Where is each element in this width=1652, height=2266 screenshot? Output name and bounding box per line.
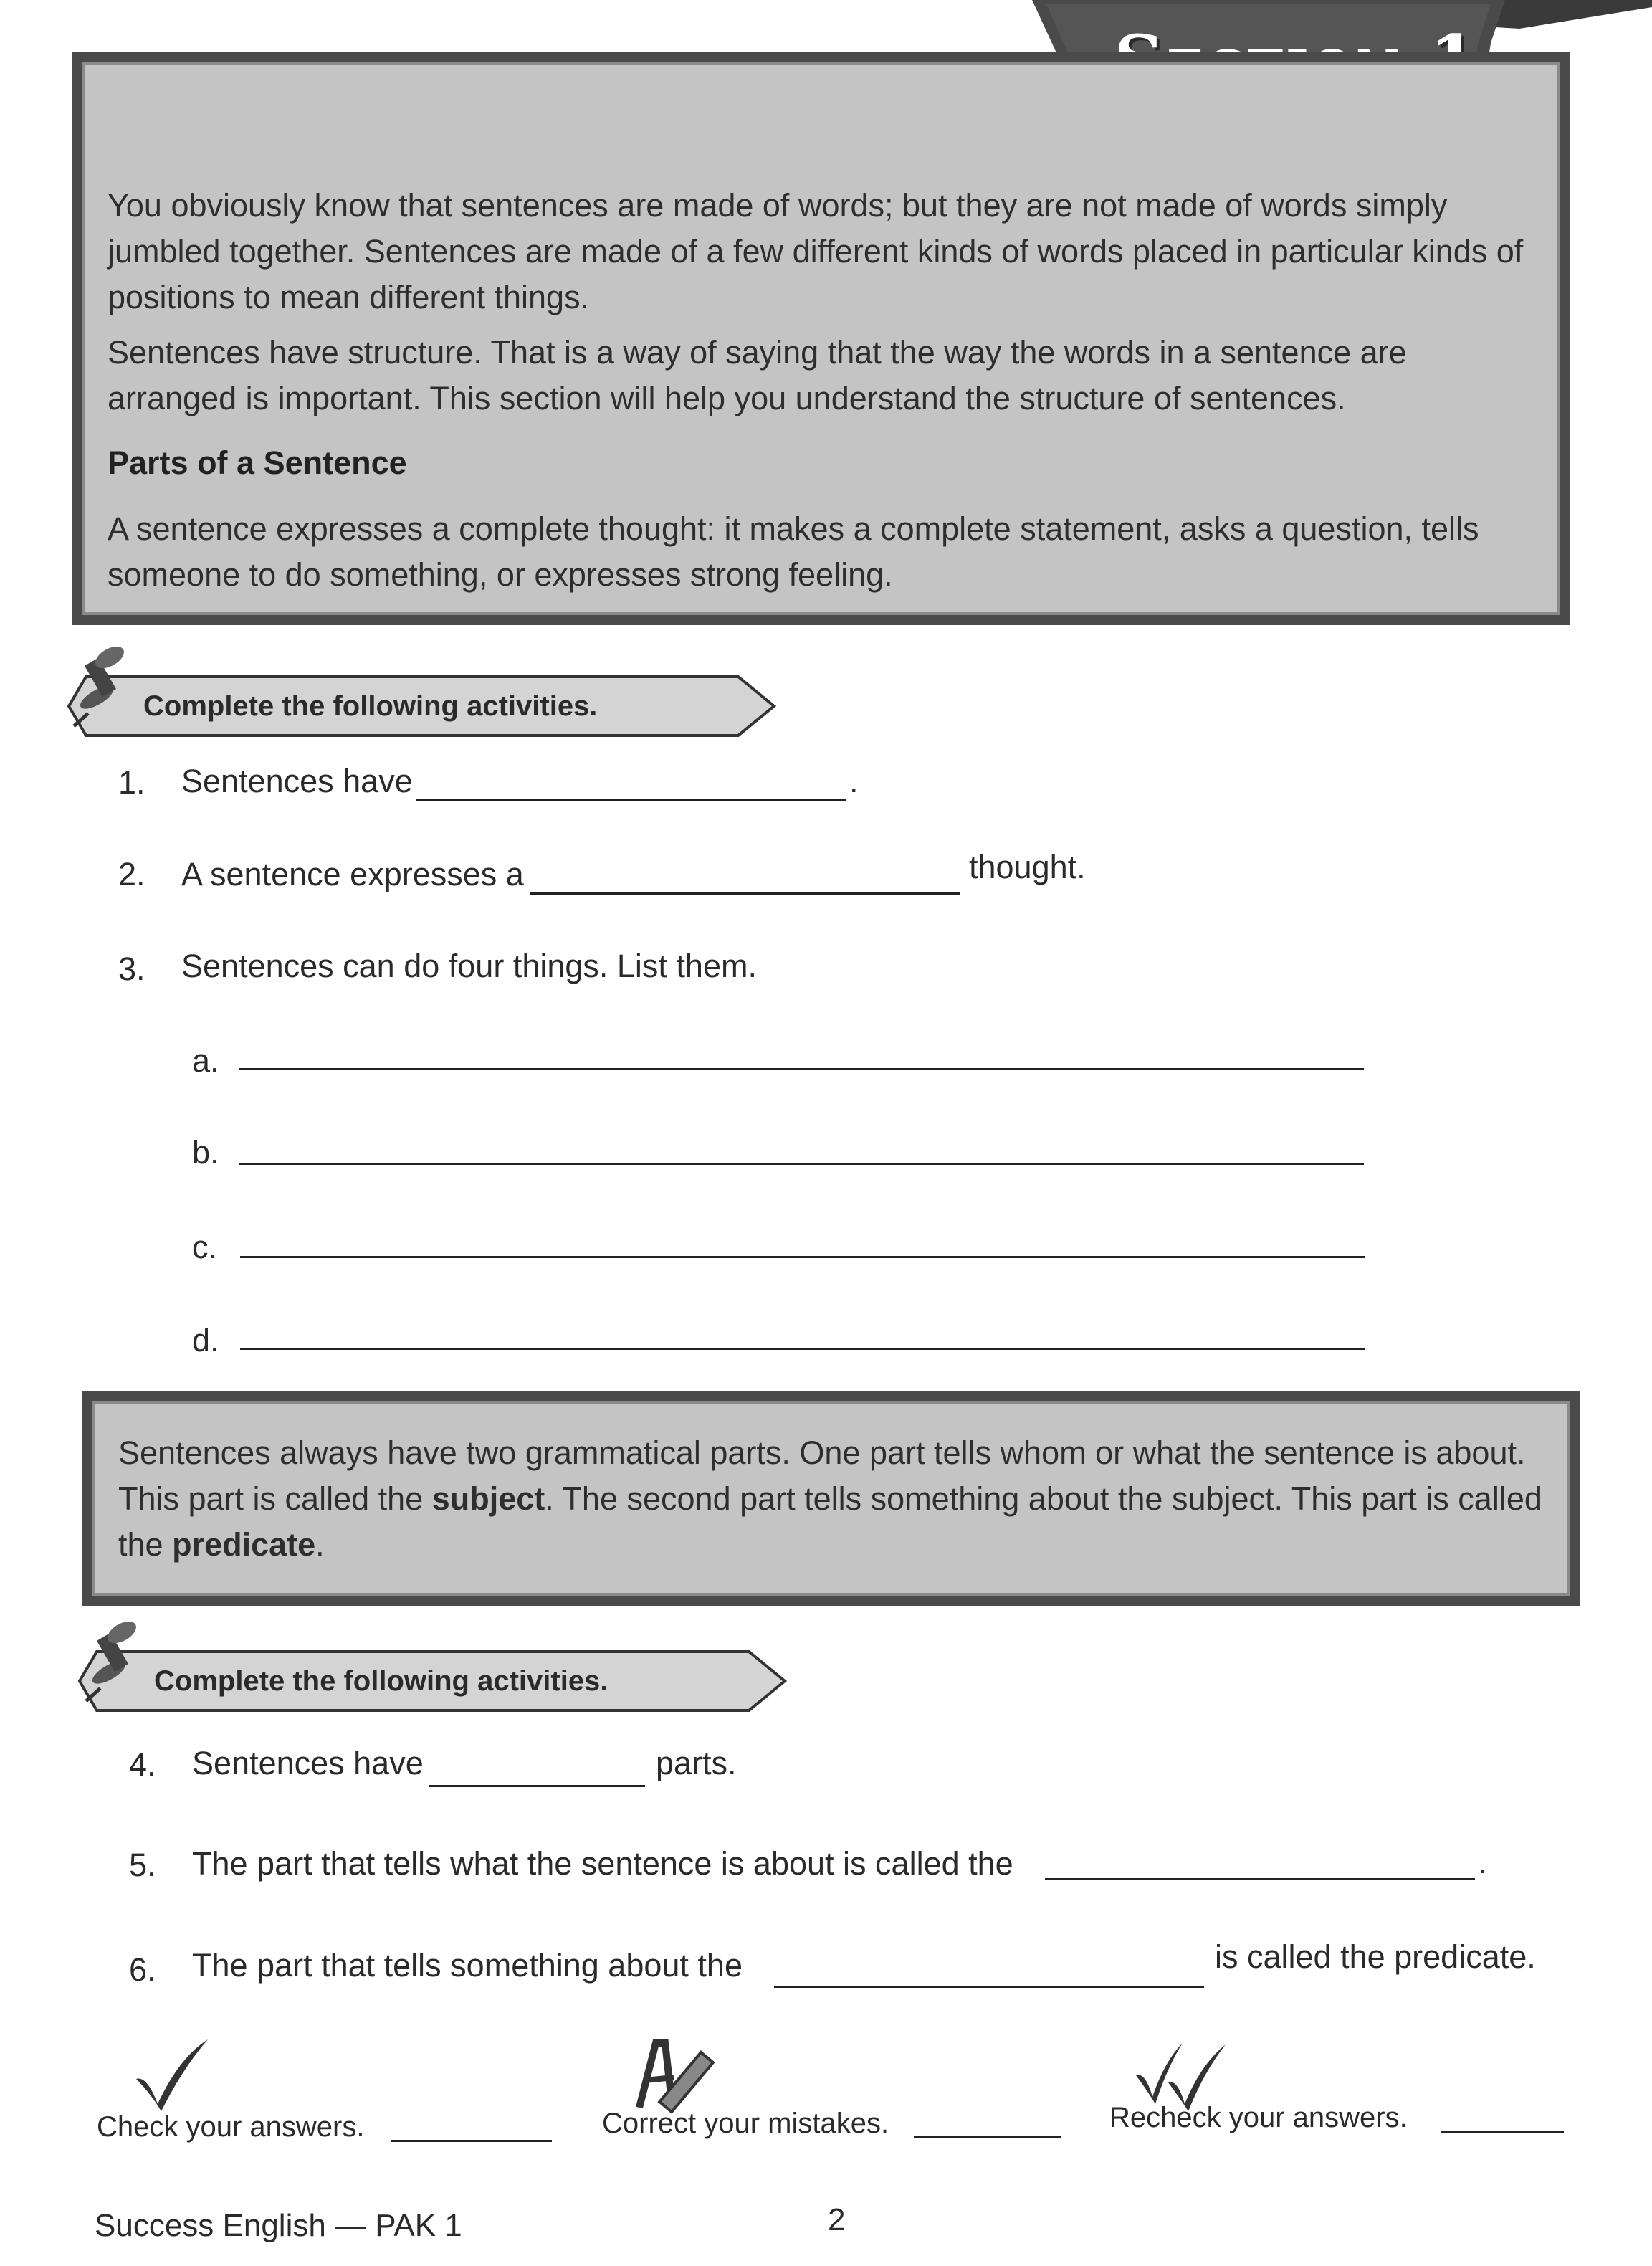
answer-blank[interactable]	[240, 1348, 1365, 1350]
question-text-after: .	[849, 763, 859, 799]
question-text: Sentences have	[192, 1745, 424, 1781]
page-number: 2	[828, 2202, 846, 2237]
intro-paragraph: Sentences have structure. That is a way of saying that the way the words in a sentence are arranged is important. This section will help you understand the structure of sentences.	[108, 334, 1407, 416]
question-number: 6.	[129, 1951, 156, 1988]
correction-icon	[631, 2036, 738, 2115]
predicate-term: predicate	[172, 1526, 316, 1563]
subject-term: subject	[431, 1480, 545, 1517]
answer-blank[interactable]	[416, 799, 846, 801]
answer-blank[interactable]	[240, 1256, 1365, 1258]
question-number: 2.	[118, 856, 145, 892]
question-number: 3.	[118, 951, 145, 987]
answer-blank[interactable]	[774, 1986, 1204, 1988]
answer-blank[interactable]	[239, 1163, 1364, 1165]
question-text-after: thought.	[969, 849, 1086, 885]
answer-blank[interactable]	[239, 1068, 1364, 1070]
question-text-after: parts.	[656, 1745, 737, 1781]
footer-book-title: Success English — PAK 1	[95, 2208, 462, 2243]
check-answers-label: Check your answers.	[97, 2111, 365, 2143]
question-text-after: is called the predicate.	[1215, 1938, 1536, 1975]
answer-blank[interactable]	[429, 1785, 645, 1787]
correct-mistakes-label: Correct your mistakes.	[602, 2108, 889, 2139]
intro-paragraph: You obviously know that sentences are made of words; but they are not made of words simply jumbled together. Sentences are made of a few different kinds of words placed in particular kinds of positions to mean different things.	[108, 187, 1524, 315]
intro-heading: Parts of a Sentence	[108, 444, 407, 481]
list-letter: a.	[192, 1042, 219, 1079]
recheck-answers-label: Recheck your answers.	[1109, 2102, 1408, 2133]
list-letter: c.	[192, 1229, 218, 1265]
pushpin-icon	[68, 642, 133, 728]
question-text: Sentences have	[181, 763, 413, 799]
checkmark-icon	[129, 2036, 215, 2115]
question-text: The part that tells something about the	[192, 1947, 743, 1984]
grammar-paragraph: Sentences always have two grammatical parts. One part tells whom or what the sentence is about. This part is called the subject. The second part tells something about the subject. This part is called the predicate.	[118, 1434, 1542, 1563]
initials-blank[interactable]	[391, 2140, 552, 2142]
initials-blank[interactable]	[914, 2136, 1061, 2138]
question-number: 1.	[118, 764, 145, 801]
question-number: 5.	[129, 1847, 156, 1883]
question-text: A sentence expresses a	[181, 856, 524, 892]
initials-blank[interactable]	[1441, 2131, 1564, 2133]
question-text-after: .	[1478, 1844, 1487, 1880]
activity-banner-label: Complete the following activities.	[154, 1665, 608, 1697]
activity-banner-label: Complete the following activities.	[143, 690, 598, 722]
intro-paragraph: A sentence expresses a complete thought: it makes a complete statement, asks a question, tells someone to do something, or expresses strong feeling.	[108, 510, 1479, 593]
answer-blank[interactable]	[1045, 1878, 1475, 1880]
list-letter: d.	[192, 1322, 219, 1358]
question-text: The part that tells what the sentence is about is called the	[192, 1845, 1013, 1882]
list-letter: b.	[192, 1134, 219, 1171]
question-text: Sentences can do four things. List them.	[181, 948, 757, 984]
pushpin-icon	[80, 1617, 145, 1703]
answer-blank[interactable]	[530, 892, 960, 895]
question-number: 4.	[129, 1746, 156, 1783]
